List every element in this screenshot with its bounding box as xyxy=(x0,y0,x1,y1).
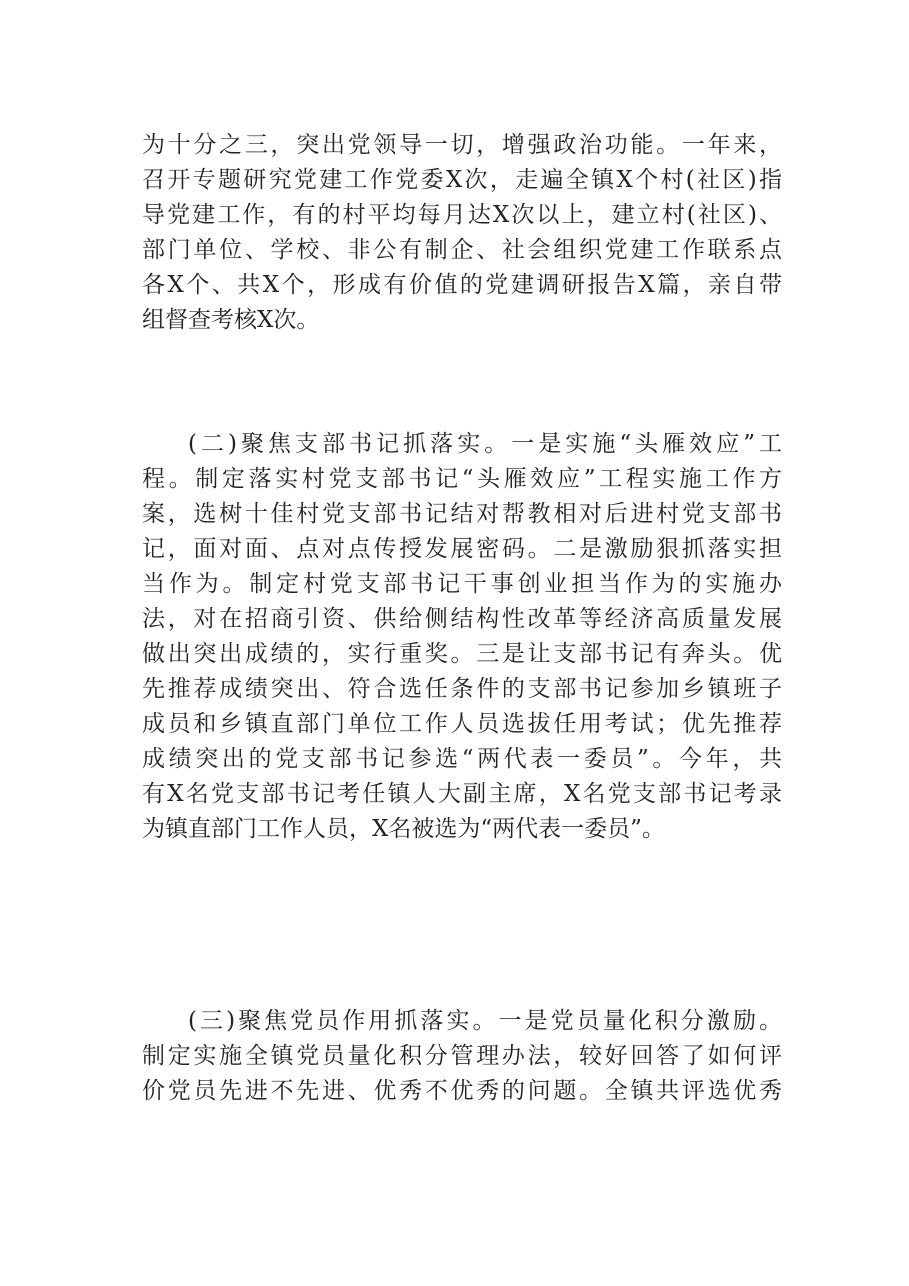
text-line: 各X个、共X个，形成有价值的党建调研报告X篇，亲自带 xyxy=(142,272,782,298)
text-line: 部门单位、学校、非公有制企、社会组织党建工作联系点 xyxy=(142,237,782,263)
text-line: 做出突出成绩的，实行重奖。三是让支部书记有奔头。优 xyxy=(142,641,782,667)
paragraph-heading-line: (二)聚焦支部书记抓落实。一是实施“头雁效应”工 xyxy=(188,431,782,457)
text-line: 成员和乡镇直部门单位工作人员选拔任用考试；优先推荐 xyxy=(142,711,782,737)
text-line: 为十分之三，突出党领导一切，增强政治功能。一年来， xyxy=(142,132,782,158)
paragraph-party-leadership xyxy=(142,128,782,338)
text-line: 成绩突出的党支部书记参选“两代表一委员”。今年，共 xyxy=(142,746,782,772)
text-line: 召开专题研究党建工作党委X次，走遍全镇X个村(社区)指 xyxy=(142,167,782,193)
paragraph-heading-line: (三)聚焦党员作用抓落实。一是党员量化积分激励。 xyxy=(188,1008,782,1034)
text-line: 制定实施全镇党员量化积分管理办法，较好回答了如何评 xyxy=(142,1043,782,1069)
paragraph-branch-secretary xyxy=(142,427,782,847)
text-line: 法，对在招商引资、供给侧结构性改革等经济高质量发展 xyxy=(142,606,782,632)
text-line: 程。制定落实村党支部书记“头雁效应”工程实施工作方 xyxy=(142,466,782,492)
paragraph-member-role xyxy=(142,1004,782,1109)
text-line: 导党建工作，有的村平均每月达X次以上，建立村(社区)、 xyxy=(142,202,782,228)
text-line: 有X名党支部书记考任镇人大副主席，X名党支部书记考录 xyxy=(142,781,782,807)
text-line: 价党员先进不先进、优秀不优秀的问题。全镇共评选优秀 xyxy=(142,1078,782,1104)
text-line: 当作为。制定村党支部书记干事创业担当作为的实施办 xyxy=(142,571,782,597)
text-line: 记，面对面、点对点传授发展密码。二是激励狠抓落实担 xyxy=(142,536,782,562)
text-line: 组督查考核X次。 xyxy=(142,307,320,333)
text-line: 为镇直部门工作人员，X名被选为“两代表一委员”。 xyxy=(142,816,665,842)
text-line: 案，选树十佳村党支部书记结对帮教相对后进村党支部书 xyxy=(142,501,782,527)
text-line: 先推荐成绩突出、符合选任条件的支部书记参加乡镇班子 xyxy=(142,676,782,702)
